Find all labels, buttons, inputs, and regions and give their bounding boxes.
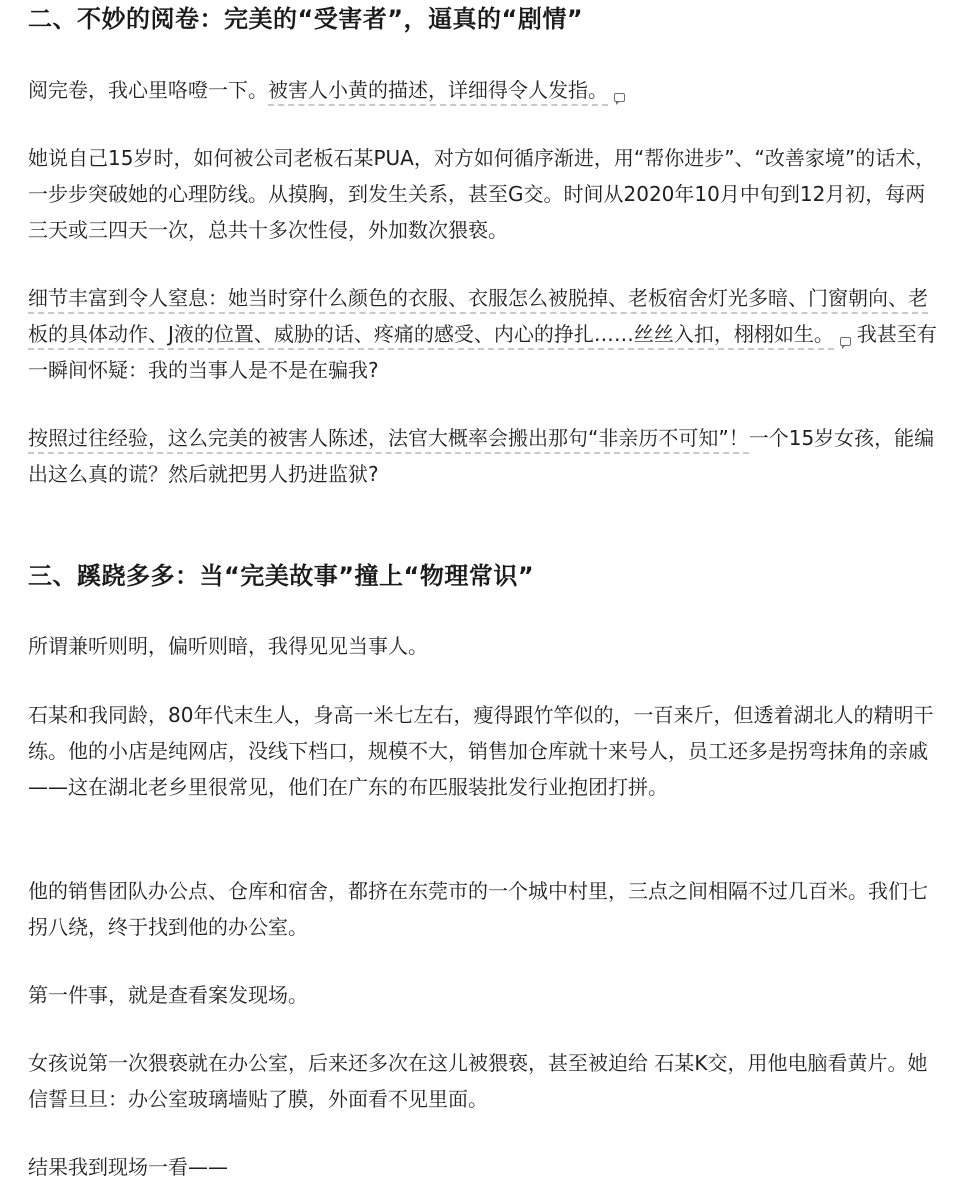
paragraph-7: 他的销售团队办公点、仓库和宿舍，都挤在东莞市的一个城中村里，三点之间相隔不过几百米。我们七拐八绕，终于找到他的办公室。: [28, 879, 928, 939]
paragraph-10: 结果我到现场一看——: [28, 1155, 228, 1179]
annotated-text-3[interactable]: 按照过往经验，这么完美的被害人陈述，法官大概率会搬出那句“非亲历不可知”！: [28, 426, 749, 454]
section-heading-3: 三、蹊跷多多：当“完美故事”撞上“物理常识”: [28, 562, 535, 590]
paragraph-1: [28, 72, 937, 108]
paragraph-3-tail: 我甚至有一瞬间怀疑：我的当事人是不是在骗我?: [28, 322, 937, 382]
paragraph-4-tail: 一个15岁女孩，能编出这么真的谎？然后就把男人扔进监狱?: [28, 426, 935, 486]
annotated-text-2[interactable]: 细节丰富到令人窒息：她当时穿什么颜色的衣服、衣服怎么被脱掉、老板宿舍灯光多暗、门窗朝向、老板的具体动作、J液的位置、威胁的话、疼痛的感受、内心的挣扎……丝丝入扣，栩栩如生。: [28, 286, 928, 350]
paragraph-5: 所谓兼听则明，偏听则暗，我得见见当事人。: [28, 634, 428, 658]
paragraph-3: [28, 280, 937, 388]
annotated-text-1[interactable]: 被害人小黄的描述，详细得令人发指。: [268, 78, 608, 106]
paragraph-6: 石某和我同龄，80年代末生人，身高一米七左右，瘦得跟竹竿似的，一百来斤，但透着湖北人的精明干练。他的小店是纯网店，没线下档口，规模不大，销售加仓库就十来号人，员工还多是拐弯抹角的亲戚——这在湖北老乡里很常见，他们在广东的布匹服装批发行业抱团打拼。: [28, 703, 934, 799]
paragraph-4: [28, 420, 937, 492]
paragraph-9: 女孩说第一次猥亵就在办公室，后来还多次在这儿被猥亵，甚至被迫给 石某K交，用他电脑看黄片。她信誓旦旦：办公室玻璃墙贴了膜，外面看不见里面。: [28, 1051, 928, 1111]
comment-icon[interactable]: [614, 93, 625, 102]
comment-icon[interactable]: [840, 337, 851, 346]
section-heading-2: 二、不妙的阅卷：完美的“受害者”，逼真的“剧情”: [28, 5, 584, 33]
paragraph-8: 第一件事，就是查看案发现场。: [28, 983, 308, 1007]
paragraph-2: 她说自己15岁时，如何被公司老板石某PUA，对方如何循序渐进，用“帮你进步”、“改善家境”的话术，一步步突破她的心理防线。从摸胸，到发生关系，甚至G交。时间从2020年10月中旬到12月初，每两三天或三四天一次，总共十多次性侵，外加数次猥亵。: [28, 146, 936, 242]
paragraph-1-lead: 阅完卷，我心里咯噔一下。: [28, 78, 268, 102]
